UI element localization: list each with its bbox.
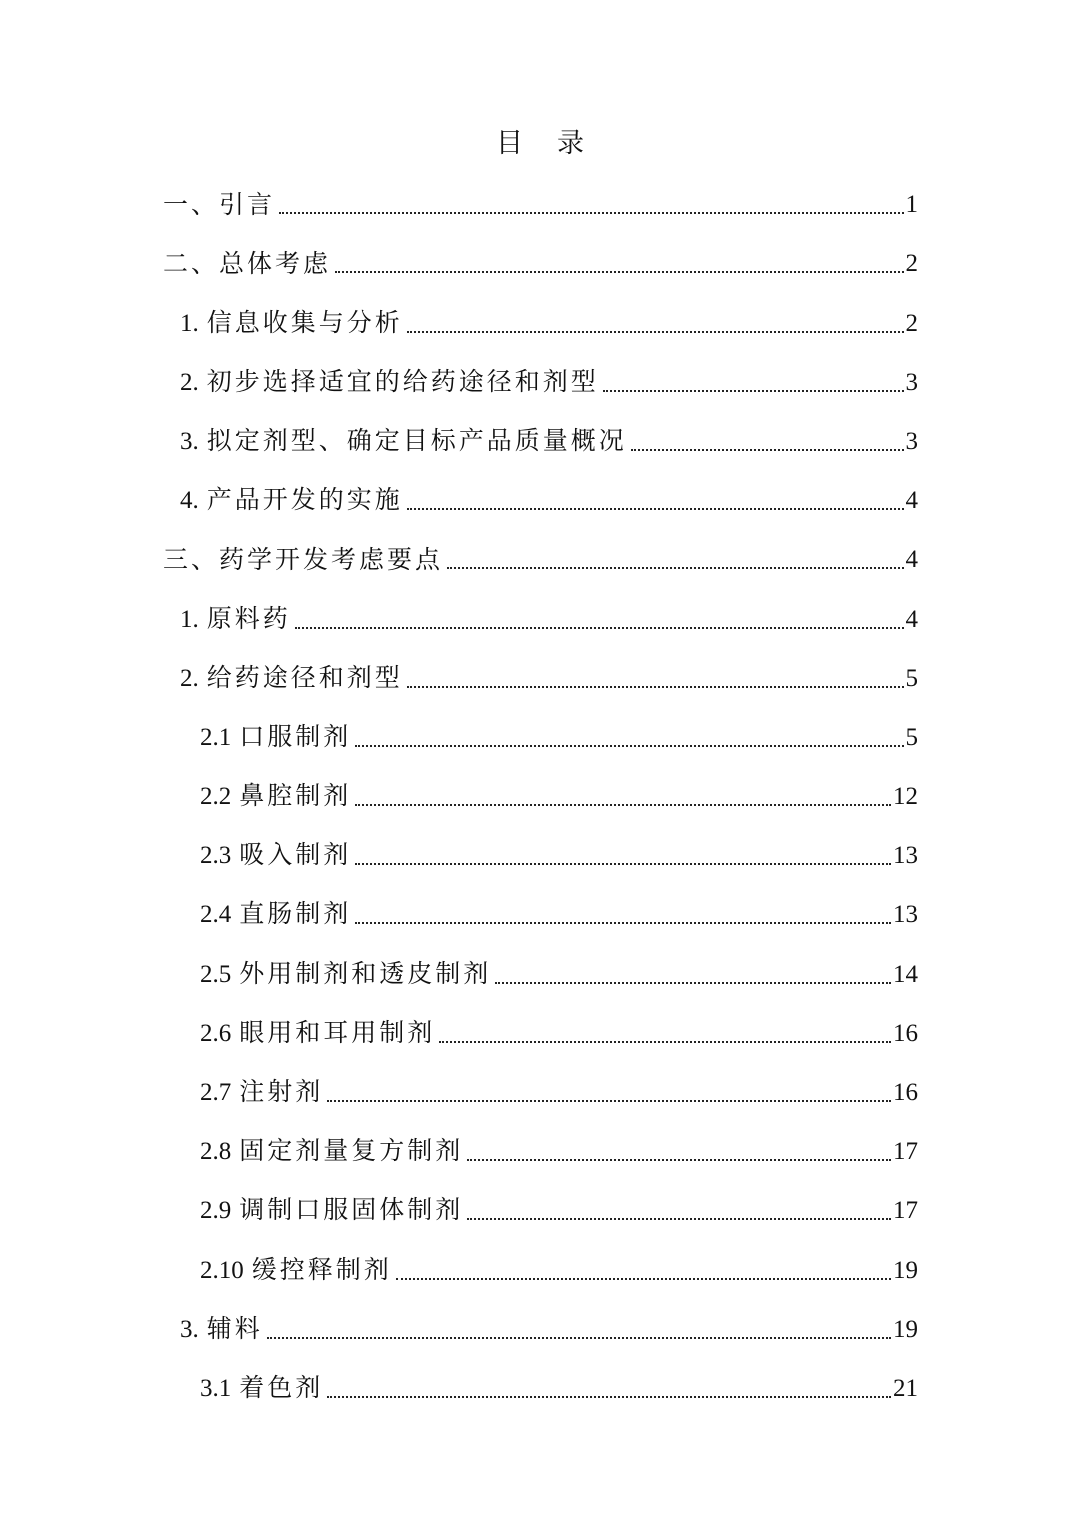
toc-entry-text: 信息收集与分析	[206, 307, 403, 337]
toc-entry-page-number: 4	[905, 546, 918, 574]
toc-entry-text: 吸入制剂	[239, 840, 352, 870]
toc-leader-dots	[267, 1337, 891, 1339]
toc-entry[interactable]	[0, 406, 1080, 465]
toc-entry-page-number: 5	[905, 723, 918, 751]
toc-entry-label	[180, 1312, 263, 1347]
toc-entry-number: 2.5	[200, 960, 232, 988]
toc-entry-label	[200, 1253, 392, 1288]
toc-entry-label	[200, 720, 351, 755]
toc-entry-text: 拟定剂型、确定目标产品质量概况	[206, 425, 627, 455]
toc-entry-page-number: 19	[893, 1256, 918, 1284]
toc-leader-dots	[467, 1159, 891, 1161]
toc-entry-label	[200, 897, 351, 932]
toc-entry-number: 1.	[180, 605, 199, 633]
toc-entry[interactable]	[0, 702, 1080, 761]
toc-entry[interactable]	[0, 820, 1080, 879]
toc-entry-text: 给药途径和剂型	[206, 662, 403, 692]
table-of-contents	[0, 169, 1080, 1412]
toc-entry-page-number: 14	[893, 960, 918, 988]
toc-entry-number: 2.6	[200, 1019, 232, 1047]
toc-entry-text: 三、药学开发考虑要点	[163, 545, 444, 575]
toc-leader-dots	[447, 567, 903, 569]
toc-entry[interactable]	[0, 465, 1080, 524]
toc-entry-text: 初步选择适宜的给药途径和剂型	[206, 366, 599, 396]
toc-entry-number: 2.10	[200, 1256, 244, 1284]
toc-entry-label	[180, 483, 403, 518]
toc-entry-text: 口服制剂	[239, 721, 352, 751]
toc-entry-number: 2.1	[200, 723, 232, 751]
toc-entry-number: 1.	[180, 309, 199, 337]
toc-leader-dots	[439, 1041, 891, 1043]
toc-entry[interactable]	[0, 879, 1080, 938]
toc-entry[interactable]	[0, 643, 1080, 702]
toc-entry-page-number: 2	[905, 250, 918, 278]
toc-leader-dots	[407, 686, 904, 688]
toc-leader-dots	[295, 627, 904, 629]
toc-entry-number: 4.	[180, 487, 199, 515]
toc-entry-text: 二、总体考虑	[163, 249, 332, 279]
toc-title-left: 目	[496, 128, 523, 159]
toc-entry[interactable]	[0, 524, 1080, 583]
toc-entry-page-number: 21	[893, 1374, 918, 1402]
toc-leader-dots	[355, 922, 891, 924]
toc-entry-label	[200, 1134, 463, 1169]
toc-entry-text: 缓控释制剂	[251, 1254, 392, 1284]
toc-leader-dots	[407, 331, 904, 333]
toc-entry-label	[163, 247, 331, 281]
toc-entry-number: 2.2	[200, 783, 232, 811]
toc-entry-number: 2.7	[200, 1079, 232, 1106]
toc-entry-label	[180, 365, 599, 400]
toc-entry-page-number: 17	[893, 1197, 918, 1225]
toc-leader-dots	[355, 745, 903, 747]
toc-entry-page-number: 13	[893, 842, 918, 870]
toc-entry-label	[200, 1371, 323, 1406]
toc-entry-number: 2.	[180, 664, 199, 692]
toc-leader-dots	[327, 1100, 891, 1102]
toc-entry-label	[180, 602, 291, 637]
toc-entry-label	[200, 1193, 463, 1228]
toc-entry[interactable]	[0, 347, 1080, 406]
toc-leader-dots	[495, 982, 891, 984]
toc-entry-page-number: 16	[893, 1079, 918, 1106]
toc-entry-page-number: 2	[905, 309, 918, 337]
toc-entry[interactable]	[0, 1057, 1080, 1116]
toc-entry-text: 调制口服固体制剂	[239, 1195, 464, 1225]
toc-entry-text: 产品开发的实施	[206, 485, 403, 515]
toc-entry-text: 着色剂	[239, 1372, 324, 1402]
toc-entry-text: 一、引言	[163, 190, 276, 220]
toc-entry[interactable]	[0, 1294, 1080, 1353]
toc-entry-label	[200, 957, 491, 992]
toc-entry[interactable]	[0, 1234, 1080, 1293]
toc-leader-dots	[396, 1278, 891, 1280]
toc-entry-page-number: 17	[893, 1138, 918, 1166]
toc-entry-label	[200, 838, 351, 873]
toc-entry-label	[200, 1075, 323, 1110]
toc-entry-text: 固定剂量复方制剂	[239, 1136, 464, 1166]
toc-entry[interactable]	[0, 1353, 1080, 1412]
toc-leader-dots	[631, 449, 904, 451]
toc-entry-page-number: 1	[905, 191, 918, 219]
toc-entry-label	[200, 779, 351, 814]
toc-leader-dots	[279, 212, 903, 214]
toc-leader-dots	[355, 804, 891, 806]
toc-entry-number: 2.8	[200, 1138, 232, 1166]
toc-entry[interactable]	[0, 938, 1080, 997]
toc-title	[0, 124, 1080, 164]
toc-entry-text: 鼻腔制剂	[239, 781, 352, 811]
toc-entry[interactable]	[0, 1116, 1080, 1175]
toc-entry-label	[163, 543, 443, 577]
toc-entry-text: 注射剂	[239, 1077, 324, 1106]
toc-leader-dots	[603, 390, 904, 392]
toc-entry-label	[180, 424, 627, 459]
toc-entry-page-number: 3	[905, 427, 918, 455]
toc-entry-text: 直肠制剂	[239, 899, 352, 929]
toc-title-right: 录	[557, 128, 584, 159]
toc-entry-number: 2.	[180, 368, 199, 396]
toc-leader-dots	[407, 508, 904, 510]
toc-entry-number: 2.4	[200, 901, 232, 929]
toc-entry-page-number: 12	[893, 783, 918, 811]
toc-entry-text: 辅料	[206, 1313, 263, 1343]
toc-leader-dots	[335, 271, 903, 273]
toc-entry-label	[200, 1016, 435, 1051]
toc-entry[interactable]	[0, 583, 1080, 642]
toc-entry[interactable]	[0, 287, 1080, 346]
toc-entry[interactable]	[0, 1175, 1080, 1234]
toc-entry-page-number: 16	[893, 1019, 918, 1047]
toc-leader-dots	[327, 1396, 891, 1398]
toc-entry[interactable]	[0, 169, 1080, 228]
toc-leader-dots	[467, 1218, 891, 1220]
toc-entry-page-number: 19	[893, 1315, 918, 1343]
toc-entry-label	[163, 188, 275, 222]
toc-entry[interactable]	[0, 998, 1080, 1057]
toc-entry-page-number: 5	[905, 664, 918, 692]
toc-entry-text: 外用制剂和透皮制剂	[239, 958, 492, 988]
toc-entry-number: 2.9	[200, 1197, 232, 1225]
toc-entry-label	[180, 306, 403, 341]
toc-entry-text: 眼用和耳用制剂	[239, 1017, 436, 1047]
toc-entry-number: 3.	[180, 1315, 199, 1343]
toc-entry-number: 2.3	[200, 842, 232, 870]
toc-entry[interactable]	[0, 228, 1080, 287]
toc-leader-dots	[355, 863, 891, 865]
toc-entry-page-number: 4	[905, 487, 918, 515]
toc-entry-page-number: 3	[905, 368, 918, 396]
toc-entry-number: 3.1	[200, 1374, 232, 1402]
toc-entry-page-number: 13	[893, 901, 918, 929]
toc-entry-label	[180, 661, 403, 696]
toc-entry[interactable]	[0, 761, 1080, 820]
toc-entry-page-number: 4	[905, 605, 918, 633]
toc-entry-text: 原料药	[206, 603, 291, 633]
toc-entry-number: 3.	[180, 427, 199, 455]
